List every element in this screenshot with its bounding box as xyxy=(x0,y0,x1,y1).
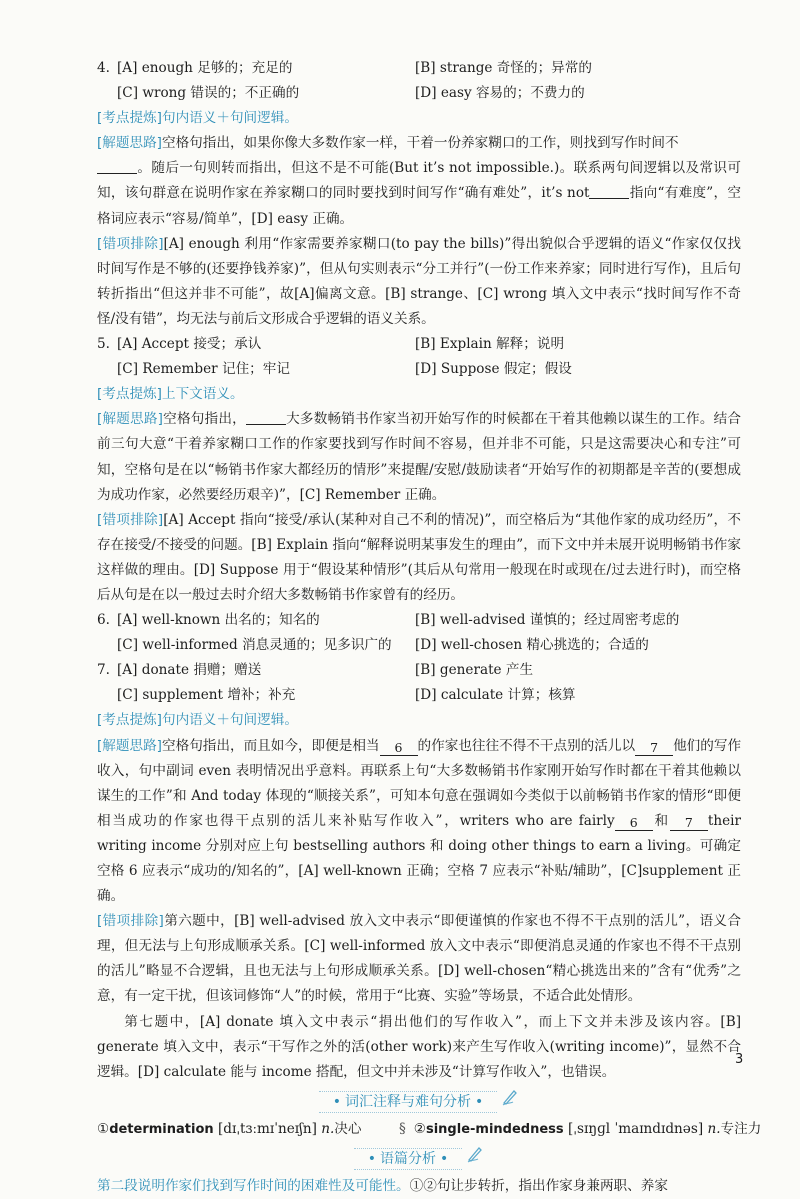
vocab-item-1 xyxy=(97,1117,399,1142)
q6-number: 6. xyxy=(97,612,110,629)
q5-silu-text-1: 空格句指出， xyxy=(162,411,246,428)
q5-options-row-1 xyxy=(97,332,741,357)
q7-paichu-tag: [错项排除] xyxy=(97,913,164,930)
q7-silu-tag: [解题思路] xyxy=(97,737,162,754)
vocab-item-1-num: ① xyxy=(97,1120,110,1137)
q4-blank-2 xyxy=(589,184,629,199)
q7-silu-text-1: 空格句指出，而且如今，即便是相当 xyxy=(162,737,380,754)
q4-options-row-1 xyxy=(97,56,741,81)
q5-silu xyxy=(97,407,741,507)
vocab-row xyxy=(97,1117,762,1142)
q7-blank-7b: 7 xyxy=(670,816,708,831)
q4-silu xyxy=(97,131,741,231)
q5-kaodian-tag: [考点提炼] xyxy=(97,386,162,403)
analysis-text: ①②句让步转折，指出作家身兼两职、养家 xyxy=(409,1177,668,1194)
q6-option-d: [D] well-chosen 精心挑选的；合适的 xyxy=(415,637,649,654)
q7-option-b: [B] generate 产生 xyxy=(415,662,534,679)
q7-option-a: [A] donate 捐赠；赠送 xyxy=(117,662,262,679)
q7-silu-text-3: 他们的写作收入，句中副词 even 表明情况出乎意料。再联系上句“大多数畅销书作家刚开始写作时都在干着其他赖以谋生的工作”和 And today 体现的“顺接关系”，可知本句意在强调如今类似于以前畅销书作家的情形“即便相当成功的作家也得干点别的活儿来补贴写作收入”，writers who are fairly xyxy=(97,737,742,829)
q4-number: 4. xyxy=(97,60,110,76)
vocab-item-2 xyxy=(399,1117,761,1142)
q5-option-c: [C] Remember 记住；牢记 xyxy=(117,361,290,378)
q5-options-row-2 xyxy=(97,357,741,382)
q7-kaodian-text: 句内语义＋句间逻辑。 xyxy=(161,712,298,729)
q4-kaodian-text: 句内语义＋句间逻辑。 xyxy=(161,110,298,127)
q4-option-a: [A] enough 足够的；充足的 xyxy=(117,60,293,76)
q7-options-row-1 xyxy=(97,658,741,683)
q6-option-c: [C] well-informed 消息灵通的；见多识广的 xyxy=(117,637,392,654)
q5-silu-tag: [解题思路] xyxy=(97,411,163,428)
q5-paichu-text: [A] Accept 指向“接受/承认(某种对自己不利的情况)”，而空格后为“其他作家的成功经历”，不存在接受/不接受的问题。[B] Explain 指向“解释说明某事发生的理由”，而下文中并未展开说明畅销书作家这样做的理由。[D] Suppose 用于“假设某种情形”(其后从句常用一般现在时或现在/过去进行时)，而空格后从句是在以一般过去时介绍大多数畅销书作家曾有的经历。 xyxy=(97,511,741,603)
q4-kaodian-tag: [考点提炼] xyxy=(97,110,162,127)
q7-silu-text-2: 的作家也往往不得不干点别的活儿以 xyxy=(417,737,636,754)
q5-option-b: [B] Explain 解释；说明 xyxy=(415,336,565,353)
vocab-item-1-ipa: [dɪˌtɜːmɪˈneɪʃn] xyxy=(217,1120,317,1137)
q4-silu-text-1: 空格句指出，如果你像大多数作家一样，干着一份养家糊口的工作，则找到写作时间不 xyxy=(161,135,679,152)
q5-paichu-tag: [错项排除] xyxy=(97,511,164,528)
vocab-item-1-word: determination xyxy=(109,1121,214,1137)
page-number: 3 xyxy=(735,1052,744,1067)
q6-option-a: [A] well-known 出名的；知名的 xyxy=(117,612,320,629)
q4-blank xyxy=(97,159,137,174)
q6-options-row-2 xyxy=(97,633,741,658)
q4-paichu xyxy=(97,232,741,332)
pen-icon xyxy=(501,1088,519,1115)
analysis-paragraph xyxy=(97,1174,741,1199)
q7-kaodian-tag: [考点提炼] xyxy=(97,712,162,729)
q7-option-c: [C] supplement 增补；补充 xyxy=(117,687,296,704)
analysis-title-text: 语篇分析 xyxy=(380,1150,436,1167)
q7-paichu xyxy=(97,909,741,1009)
q4-silu-tag: [解题思路] xyxy=(97,135,162,152)
q4-option-d: [D] easy 容易的；不费力的 xyxy=(415,85,585,102)
vocab-title-text: 词汇注释与难句分析 xyxy=(345,1093,471,1110)
q5-kaodian xyxy=(97,382,741,407)
q6-option-b: [B] well-advised 谨慎的；经过周密考虑的 xyxy=(415,612,680,629)
q4-options-row-2 xyxy=(97,81,741,106)
vocab-section-title: • 词汇注释与难句分析 • xyxy=(97,1089,741,1115)
vocab-item-1-meaning: 决心 xyxy=(334,1120,362,1137)
analysis-lead: 第二段说明作家们找到写作时间的困难性及可能性。 xyxy=(97,1177,410,1194)
q7-blank-6b: 6 xyxy=(615,816,653,831)
q7-paichu-text-1: 第六题中，[B] well-advised 放入文中表示“即便谨慎的作家也不得不干点别的活儿”，语义合理，但无法与上句形成顺承关系。[C] well-informed 放入文中表示“即便消息灵通的作家也不得不干点别的活儿”略显不合逻辑，且也无法与上句形成顺承关系。[D] well-chosen“精心挑选出来的”含有“优秀”之意，有一定干扰，但该词修饰“人”的时候，常用于“比赛、实验”等场景，不适合此处情形。 xyxy=(97,913,741,1005)
content xyxy=(97,56,762,1199)
q7-silu xyxy=(97,734,741,910)
q7-blank-6: 6 xyxy=(380,741,418,756)
q4-option-c: [C] wrong 错误的；不正确的 xyxy=(117,85,300,102)
q5-kaodian-text: 上下文语义。 xyxy=(161,386,244,403)
vocab-item-2-word: single-mindedness xyxy=(425,1121,564,1137)
q4-paichu-tag: [错项排除] xyxy=(97,235,164,252)
q7-silu-text-4: their writing income 分别对应上句 bestselling authors 和 doing other things to earn a living。可确定空格 6 应表示“成功的/知名的”，[A] well-known 正确；空格 7 应表示“补贴/辅助”，[C]supplement 正确。 xyxy=(97,812,742,905)
pen-icon-2 xyxy=(466,1145,484,1172)
q5-paichu xyxy=(97,508,741,608)
q7-number: 7. xyxy=(97,662,110,679)
q5-option-d: [D] Suppose 假定；假设 xyxy=(415,361,572,378)
q4-silu-text-3: 指向“有难度”，空格词应表示“容易/简单”，[D] easy 正确。 xyxy=(97,185,741,227)
q5-number: 5. xyxy=(97,336,110,353)
q7-blank-7: 7 xyxy=(635,741,673,756)
analysis-section-title: • 语篇分析 • xyxy=(97,1146,741,1172)
vocab-item-2-pos: n. xyxy=(707,1120,721,1137)
q4-silu-text-2: 。随后一句则转而指出，但这不是不可能(But it’s not impossible.)。联系两句间逻辑以及常识可知，该句群意在说明作家在养家糊口的同时要找到时间写作“确有难处”，it’s not xyxy=(97,160,741,202)
q7-options-row-2 xyxy=(97,683,741,708)
squiggle-icon: § xyxy=(399,1120,406,1137)
q7-option-d: [D] calculate 计算；核算 xyxy=(415,687,576,704)
q5-silu-text-2: 大多数畅销书作家当初开始写作的时候都在干着其他赖以谋生的工作。结合前三句大意“干着养家糊口工作的作家要找到写作时间不容易，但并非不可能，只是这需要决心和专注”可知，空格句是在以“畅销书作家大都经历的情形”来提醒/安慰/鼓励读者“开始写作的初期都是辛苦的(要想成为成功作家，必然要经历艰辛)”，[C] Remember 正确。 xyxy=(97,411,742,503)
q7-silu-and: 和 xyxy=(652,812,670,829)
q4-kaodian xyxy=(97,106,741,131)
q4-option-b: [B] strange 奇怪的；异常的 xyxy=(415,60,592,76)
q7-paichu-2: 第七题中，[A] donate 填入文中表示“捐出他们的写作收入”，而上下文并未涉及该内容。[B] generate 填入文中，表示“干写作之外的活(other work)来产生写作收入(writing income)”，显然不合逻辑。[D] calculate 能与 income 搭配，但文中并未涉及“计算写作收入”，也错误。 xyxy=(97,1013,741,1080)
vocab-item-2-num: ② xyxy=(413,1120,426,1137)
vocab-item-1-pos: n. xyxy=(321,1120,335,1137)
q5-blank xyxy=(246,410,286,425)
vocab-item-2-meaning: 专注力 xyxy=(720,1120,762,1137)
q6-options-row-1 xyxy=(97,608,741,633)
q7-kaodian xyxy=(97,708,741,733)
q5-option-a: [A] Accept 接受；承认 xyxy=(117,336,262,353)
vocab-item-2-ipa: [ˌsɪŋɡl ˈmaɪndɪdnəs] xyxy=(567,1120,704,1137)
q4-paichu-text: [A] enough 利用“作家需要养家糊口(to pay the bills)”得出貌似合乎逻辑的语义“作家仅仅找时间写作是不够的(还要挣钱养家)”，但从句实则表示“分工并行”(一份工作来养家；同时进行写作)，且后句转折指出“但这并非不可能”，故[A]偏离文意。[B] strange、[C] wrong 填入文中表示“找时间写作不奇怪/没有错”，均无法与前后文形成合乎逻辑的语义关系。 xyxy=(97,235,742,327)
